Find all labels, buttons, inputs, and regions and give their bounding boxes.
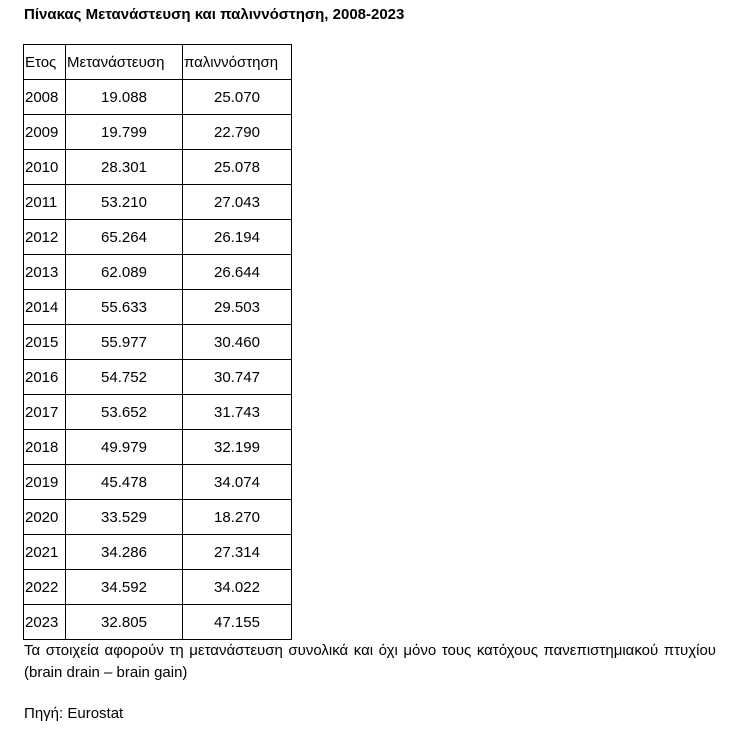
cell-emigration: 28.301 bbox=[66, 150, 183, 185]
cell-emigration: 33.529 bbox=[66, 500, 183, 535]
cell-return-migration: 27.043 bbox=[183, 185, 292, 220]
cell-emigration: 62.089 bbox=[66, 255, 183, 290]
cell-return-migration: 27.314 bbox=[183, 535, 292, 570]
cell-emigration: 45.478 bbox=[66, 465, 183, 500]
table-row bbox=[24, 185, 292, 220]
cell-year: 2013 bbox=[24, 255, 66, 290]
cell-return-migration: 30.460 bbox=[183, 325, 292, 360]
cell-year: 2016 bbox=[24, 360, 66, 395]
cell-return-migration: 26.644 bbox=[183, 255, 292, 290]
cell-return-migration: 25.070 bbox=[183, 80, 292, 115]
cell-emigration: 32.805 bbox=[66, 605, 183, 640]
table-row bbox=[24, 465, 292, 500]
table-row bbox=[24, 535, 292, 570]
cell-year: 2009 bbox=[24, 115, 66, 150]
cell-emigration: 53.652 bbox=[66, 395, 183, 430]
table-row bbox=[24, 325, 292, 360]
cell-year: 2020 bbox=[24, 500, 66, 535]
table-row bbox=[24, 220, 292, 255]
cell-emigration: 19.799 bbox=[66, 115, 183, 150]
table-row bbox=[24, 605, 292, 640]
cell-emigration: 55.633 bbox=[66, 290, 183, 325]
cell-return-migration: 18.270 bbox=[183, 500, 292, 535]
cell-return-migration: 34.022 bbox=[183, 570, 292, 605]
table-row bbox=[24, 115, 292, 150]
footnote: Τα στοιχεία αφορούν τη μετανάστευση συνολικά και όχι μόνο τους κατόχους πανεπιστημιακού πτυχίου (brain drain – brain gain) bbox=[24, 642, 716, 681]
cell-emigration: 54.752 bbox=[66, 360, 183, 395]
table-body bbox=[24, 80, 292, 640]
cell-year: 2021 bbox=[24, 535, 66, 570]
table-row bbox=[24, 570, 292, 605]
cell-emigration: 34.286 bbox=[66, 535, 183, 570]
table-row bbox=[24, 80, 292, 115]
cell-return-migration: 29.503 bbox=[183, 290, 292, 325]
column-header-year: Ετος bbox=[24, 45, 66, 80]
cell-year: 2014 bbox=[24, 290, 66, 325]
cell-emigration: 19.088 bbox=[66, 80, 183, 115]
cell-year: 2017 bbox=[24, 395, 66, 430]
cell-year: 2012 bbox=[24, 220, 66, 255]
cell-year: 2010 bbox=[24, 150, 66, 185]
cell-emigration: 53.210 bbox=[66, 185, 183, 220]
cell-return-migration: 25.078 bbox=[183, 150, 292, 185]
table-row bbox=[24, 395, 292, 430]
cell-return-migration: 30.747 bbox=[183, 360, 292, 395]
cell-year: 2011 bbox=[24, 185, 66, 220]
table-row bbox=[24, 150, 292, 185]
table-title: Πίνακας Μετανάστευση και παλιννόστηση, 2008-2023 bbox=[24, 6, 405, 23]
cell-emigration: 49.979 bbox=[66, 430, 183, 465]
cell-return-migration: 22.790 bbox=[183, 115, 292, 150]
column-header-emigration: Μετανάστευση bbox=[66, 45, 183, 80]
cell-emigration: 65.264 bbox=[66, 220, 183, 255]
cell-return-migration: 32.199 bbox=[183, 430, 292, 465]
source-line: Πηγή: Eurostat bbox=[24, 705, 124, 722]
cell-year: 2022 bbox=[24, 570, 66, 605]
cell-return-migration: 47.155 bbox=[183, 605, 292, 640]
cell-emigration: 34.592 bbox=[66, 570, 183, 605]
cell-year: 2018 bbox=[24, 430, 66, 465]
column-header-return-migration: παλιννόστηση bbox=[183, 45, 292, 80]
cell-year: 2019 bbox=[24, 465, 66, 500]
cell-emigration: 55.977 bbox=[66, 325, 183, 360]
migration-table bbox=[23, 44, 292, 640]
cell-return-migration: 31.743 bbox=[183, 395, 292, 430]
table-row bbox=[24, 290, 292, 325]
cell-return-migration: 26.194 bbox=[183, 220, 292, 255]
cell-year: 2008 bbox=[24, 80, 66, 115]
table-row bbox=[24, 500, 292, 535]
table-row bbox=[24, 255, 292, 290]
table-row bbox=[24, 360, 292, 395]
cell-return-migration: 34.074 bbox=[183, 465, 292, 500]
table-row bbox=[24, 430, 292, 465]
cell-year: 2023 bbox=[24, 605, 66, 640]
table-header-row bbox=[24, 45, 292, 80]
cell-year: 2015 bbox=[24, 325, 66, 360]
